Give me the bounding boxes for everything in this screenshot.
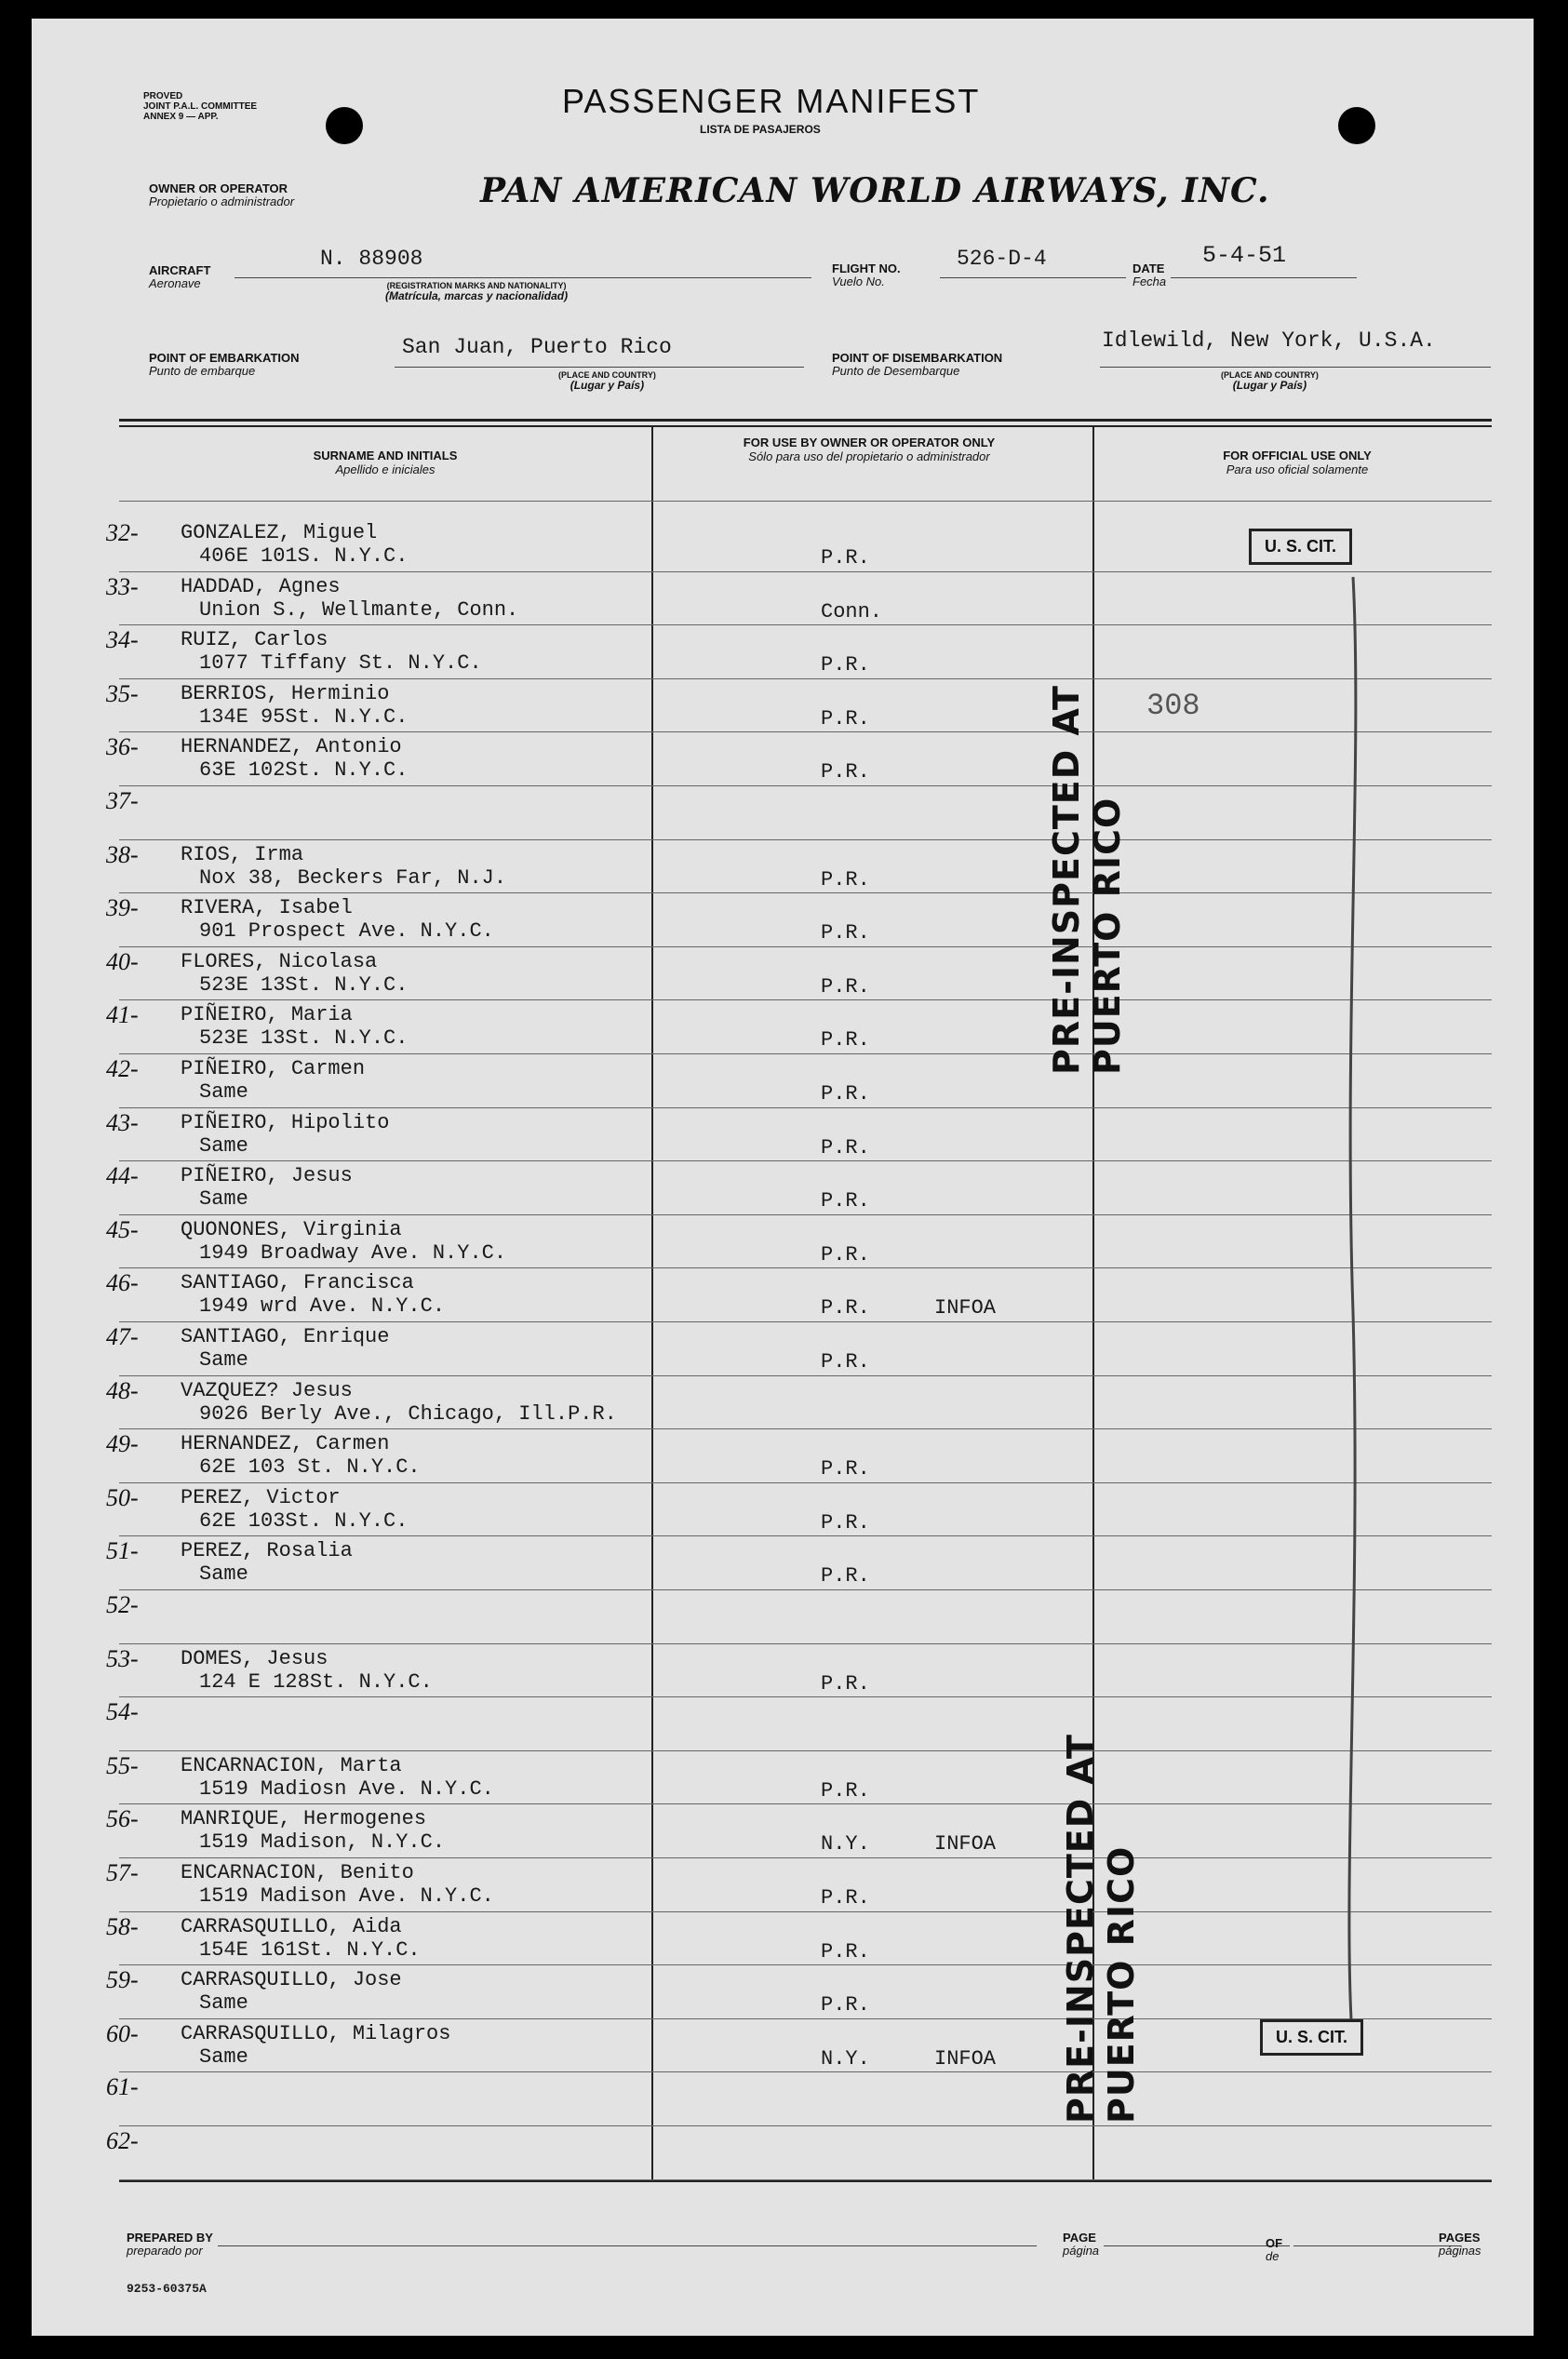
- owner-mark: P.R.: [821, 974, 870, 999]
- owner-note: INFOA: [934, 2046, 997, 2071]
- passenger-address: 1949 Broadway Ave. N.Y.C.: [199, 1240, 507, 1265]
- disembarkation-label: POINT OF DISEMBARKATION Punto de Desembarque: [832, 351, 1003, 378]
- row-number: 41-: [106, 1001, 139, 1029]
- row-number: 49-: [106, 1430, 139, 1458]
- owner-mark: P.R.: [821, 1939, 870, 1964]
- row-number: 45-: [106, 1215, 139, 1243]
- passenger-name: CARRASQUILLO, Milagros: [181, 2021, 451, 2045]
- passenger-name: HERNANDEZ, Antonio: [181, 735, 402, 759]
- owner-note: INFOA: [934, 1296, 997, 1320]
- passenger-name: PIÑEIRO, Maria: [181, 1003, 353, 1027]
- column-header-surname: SURNAME AND INITIALS Apellido e iniciales: [313, 449, 458, 476]
- passenger-address: 1519 Madison Ave. N.Y.C.: [199, 1884, 494, 1908]
- owner-mark: P.R.: [821, 1778, 870, 1803]
- manifest-sheet: [32, 19, 1534, 2336]
- row-number: 53-: [106, 1644, 139, 1672]
- passenger-address: Same: [199, 1562, 248, 1587]
- owner-mark: P.R.: [821, 1028, 870, 1052]
- row-number: 38-: [106, 840, 139, 868]
- owner-mark: P.R.: [821, 1510, 870, 1535]
- passenger-name: CARRASQUILLO, Aida: [181, 1914, 402, 1938]
- passenger-address: 63E 102St. N.Y.C.: [199, 758, 409, 783]
- passenger-address: 62E 103St. N.Y.C.: [199, 1508, 409, 1533]
- passenger-name: PIÑEIRO, Hipolito: [181, 1110, 390, 1134]
- embarkation-caption: (PLACE AND COUNTRY) (Lugar y País): [558, 370, 656, 392]
- prepared-by-label: PREPARED BY preparado por: [127, 2231, 213, 2258]
- row-number: 62-: [106, 2127, 139, 2154]
- disembarkation-value: Idlewild, New York, U.S.A.: [1102, 328, 1436, 353]
- passenger-address: 134E 95St. N.Y.C.: [199, 704, 409, 729]
- passenger-address: 406E 101S. N.Y.C.: [199, 544, 409, 568]
- passenger-address: 901 Prospect Ave. N.Y.C.: [199, 919, 494, 944]
- passenger-name: HADDAD, Agnes: [181, 574, 341, 598]
- owner-mark: N.Y.: [821, 1832, 870, 1856]
- owner-mark: P.R.: [821, 1189, 870, 1213]
- row-divider: [119, 2179, 1492, 2180]
- owner-mark: P.R.: [821, 706, 870, 730]
- passenger-address: 154E 161St. N.Y.C.: [199, 1937, 421, 1962]
- owner-mark: P.R.: [821, 1082, 870, 1106]
- row-number: 56-: [106, 1805, 139, 1833]
- page-label: PAGE página: [1063, 2231, 1100, 2258]
- page-title: PASSENGER MANIFEST: [562, 82, 981, 120]
- row-number: 40-: [106, 947, 139, 975]
- row-number: 43-: [106, 1108, 139, 1136]
- row-divider: [119, 2125, 1492, 2126]
- flight-label: FLIGHT NO. Vuelo No.: [832, 261, 901, 288]
- passenger-name: SANTIAGO, Francisca: [181, 1271, 414, 1295]
- aircraft-value: N. 88908: [320, 247, 423, 271]
- owner-mark: P.R.: [821, 921, 870, 945]
- passenger-name: MANRIQUE, Hermogenes: [181, 1807, 427, 1831]
- embarkation-value: San Juan, Puerto Rico: [402, 335, 672, 359]
- row-number: 60-: [106, 2019, 139, 2047]
- owner-mark: P.R.: [821, 1671, 870, 1696]
- owner-mark: P.R.: [821, 1242, 870, 1267]
- passenger-name: PEREZ, Victor: [181, 1485, 341, 1509]
- passenger-name: HERNANDEZ, Carmen: [181, 1432, 390, 1456]
- passenger-name: CARRASQUILLO, Jose: [181, 1968, 402, 1992]
- passenger-name: RIOS, Irma: [181, 842, 304, 866]
- owner-mark: P.R.: [821, 867, 870, 891]
- punch-hole: [1338, 107, 1375, 144]
- owner-mark: P.R.: [821, 1457, 870, 1481]
- passenger-address: 124 E 128St. N.Y.C.: [199, 1669, 433, 1694]
- column-header-owner: FOR USE BY OWNER OR OPERATOR ONLY Sólo para uso del propietario o administrador: [743, 436, 996, 463]
- owner-mark: P.R.: [821, 1296, 870, 1320]
- row-number: 47-: [106, 1323, 139, 1350]
- owner-mark: Conn.: [821, 599, 883, 623]
- of-label: OF de: [1266, 2236, 1283, 2263]
- passenger-address: Union S., Wellmante, Conn.: [199, 597, 519, 622]
- row-number: 32-: [106, 519, 139, 546]
- passenger-name: SANTIAGO, Enrique: [181, 1325, 390, 1348]
- passenger-address: Same: [199, 1133, 248, 1158]
- aircraft-caption: (REGISTRATION MARKS AND NATIONALITY) (Matrícula, marcas y nacionalidad): [385, 281, 569, 302]
- row-number: 48-: [106, 1376, 139, 1404]
- passenger-name: VAZQUEZ? Jesus: [181, 1378, 353, 1402]
- row-number: 37-: [106, 787, 139, 814]
- passenger-address: 523E 13St. N.Y.C.: [199, 1026, 409, 1051]
- row-number: 35-: [106, 679, 139, 707]
- owner-mark: P.R.: [821, 1886, 870, 1910]
- passenger-address: 1519 Madison, N.Y.C.: [199, 1830, 446, 1855]
- passenger-name: DOMES, Jesus: [181, 1646, 328, 1670]
- owner-mark: P.R.: [821, 1993, 870, 2017]
- date-value: 5-4-51: [1202, 242, 1287, 269]
- row-number: 46-: [106, 1269, 139, 1297]
- passenger-address: Same: [199, 1187, 248, 1212]
- passenger-name: RIVERA, Isabel: [181, 896, 353, 920]
- owner-value: PAN AMERICAN WORLD AIRWAYS, INC.: [480, 171, 1270, 210]
- date-label: DATE Fecha: [1132, 261, 1167, 288]
- row-number: 44-: [106, 1162, 139, 1190]
- passenger-address: 523E 13St. N.Y.C.: [199, 972, 409, 997]
- bracket-line: [1241, 568, 1390, 2075]
- column-header-official: FOR OFFICIAL USE ONLY Para uso oficial solamente: [1223, 449, 1372, 476]
- passenger-name: PEREZ, Rosalia: [181, 1539, 353, 1563]
- passenger-address: 9026 Berly Ave., Chicago, Ill.P.R.: [199, 1401, 617, 1426]
- passenger-address: Same: [199, 1991, 248, 2016]
- passenger-name: PIÑEIRO, Jesus: [181, 1164, 353, 1188]
- pre-inspected-stamp: PRE-INSPECTED AT PUERTO RICO: [1060, 1734, 1142, 2124]
- row-number: 42-: [106, 1055, 139, 1082]
- owner-label: OWNER OR OPERATOR Propietario o administrador: [149, 181, 295, 208]
- passenger-name: RUIZ, Carlos: [181, 628, 328, 652]
- flight-value: 526-D-4: [957, 247, 1047, 271]
- passenger-address: Same: [199, 1348, 248, 1372]
- owner-mark: P.R.: [821, 1135, 870, 1159]
- punch-hole: [326, 107, 363, 144]
- us-citizen-stamp: U. S. CIT.: [1249, 529, 1352, 565]
- row-number: 58-: [106, 1912, 139, 1940]
- approval-note: PROVED JOINT P.A.L. COMMITTEE ANNEX 9 — APP.: [143, 91, 258, 122]
- owner-mark: P.R.: [821, 760, 870, 784]
- row-number: 39-: [106, 894, 139, 922]
- pre-inspected-stamp: PRE-INSPECTED AT PUERTO RICO: [1046, 685, 1128, 1075]
- row-number: 59-: [106, 1966, 139, 1994]
- passenger-name: FLORES, Nicolasa: [181, 949, 378, 973]
- row-number: 36-: [106, 733, 139, 761]
- passenger-address: 1077 Tiffany St. N.Y.C.: [199, 651, 482, 676]
- row-number: 55-: [106, 1751, 139, 1779]
- owner-mark: P.R.: [821, 1350, 870, 1374]
- owner-mark: P.R.: [821, 1564, 870, 1588]
- passenger-address: Same: [199, 2044, 248, 2069]
- passenger-name: BERRIOS, Herminio: [181, 681, 390, 705]
- row-number: 52-: [106, 1591, 139, 1618]
- us-citizen-stamp: U. S. CIT.: [1260, 2019, 1363, 2056]
- aircraft-label: AIRCRAFT Aeronave: [149, 263, 211, 290]
- row-number: 57-: [106, 1859, 139, 1886]
- row-number: 54-: [106, 1698, 139, 1726]
- passenger-name: QUONONES, Virginia: [181, 1217, 402, 1241]
- passenger-name: ENCARNACION, Marta: [181, 1753, 402, 1777]
- official-number: 308: [1146, 689, 1200, 723]
- disembarkation-caption: (PLACE AND COUNTRY) (Lugar y País): [1221, 370, 1319, 392]
- pages-label: PAGES páginas: [1439, 2231, 1481, 2258]
- passenger-address: 1519 Madiosn Ave. N.Y.C.: [199, 1776, 494, 1801]
- row-number: 61-: [106, 2073, 139, 2101]
- embarkation-label: POINT OF EMBARKATION Punto de embarque: [149, 351, 300, 378]
- passenger-name: PIÑEIRO, Carmen: [181, 1057, 366, 1080]
- row-number: 33-: [106, 572, 139, 600]
- owner-note: INFOA: [934, 1832, 997, 1856]
- passenger-address: 1949 wrd Ave. N.Y.C.: [199, 1294, 446, 1319]
- passenger-name: ENCARNACION, Benito: [181, 1861, 414, 1884]
- column-divider: [651, 426, 653, 2180]
- row-number: 50-: [106, 1483, 139, 1511]
- passenger-address: 62E 103 St. N.Y.C.: [199, 1455, 421, 1480]
- passenger-name: GONZALEZ, Miguel: [181, 521, 378, 544]
- owner-mark: N.Y.: [821, 2046, 870, 2071]
- owner-mark: P.R.: [821, 546, 870, 570]
- page-subtitle: LISTA DE PASAJEROS: [700, 123, 821, 136]
- owner-mark: P.R.: [821, 653, 870, 677]
- passenger-address: Same: [199, 1080, 248, 1104]
- passenger-address: Nox 38, Beckers Far, N.J.: [199, 865, 507, 890]
- row-number: 34-: [106, 626, 139, 654]
- form-code: 9253-60375A: [127, 2282, 207, 2296]
- row-number: 51-: [106, 1537, 139, 1565]
